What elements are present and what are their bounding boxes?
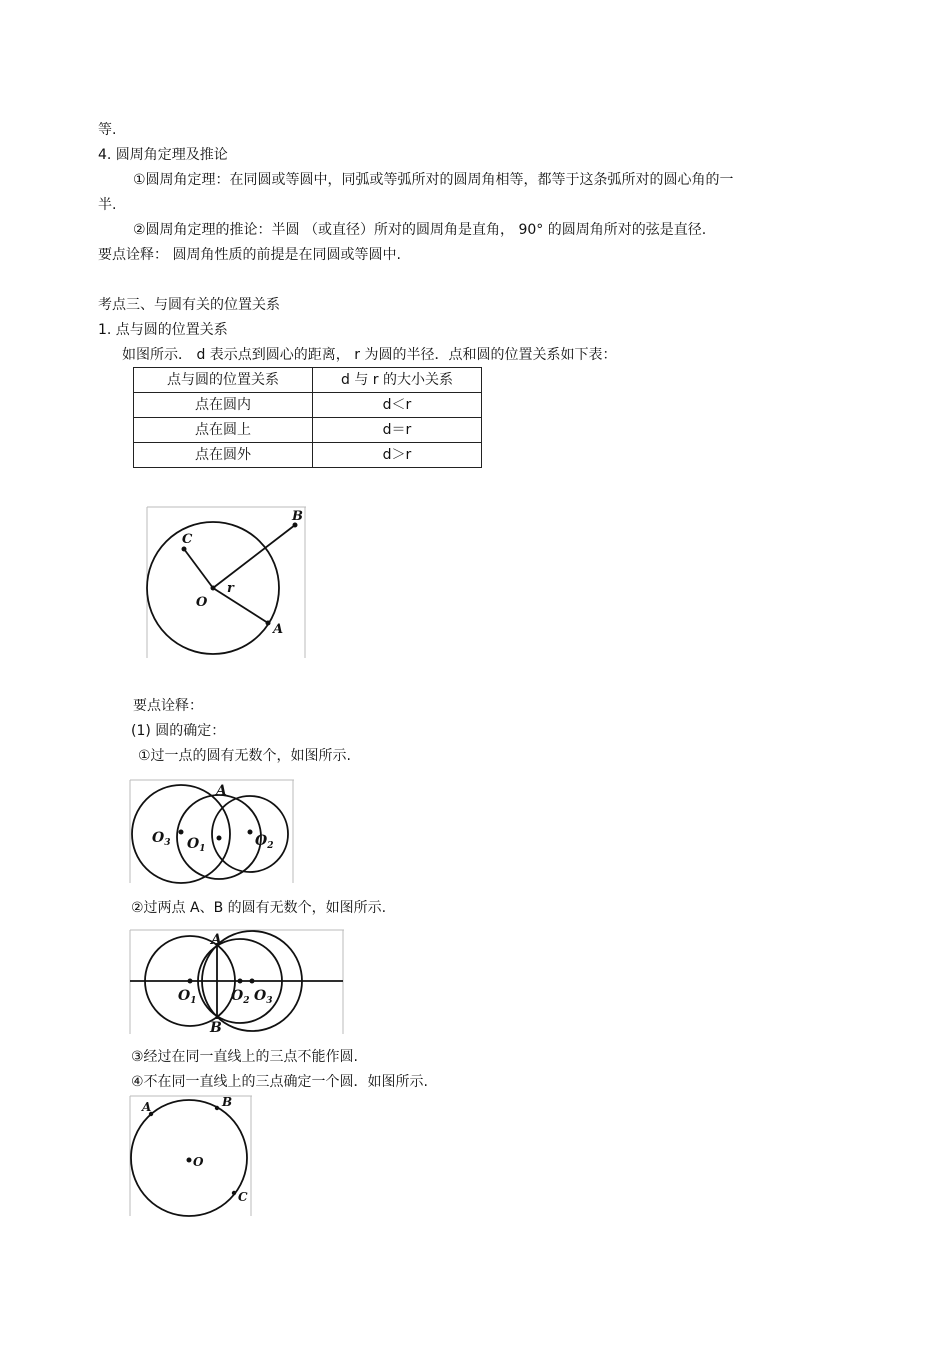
position-relation-table [133,367,482,468]
label-A: A [142,1100,152,1114]
table-row [134,418,482,443]
text-line: ④不在同一直线上的三点确定一个圆．如图所示. [131,1074,428,1090]
table-header-row [134,368,482,393]
text-line: ②过两点 A、B 的圆有无数个，如图所示. [131,900,387,916]
label-O2: $O_2$ [231,988,250,1006]
label-B: B [292,509,303,524]
table-cell: d＜r [313,393,482,418]
notes-heading: 要点诠释： [133,698,203,714]
label-C: C [182,532,193,547]
table-header: 点与圆的位置关系 [134,368,313,393]
label-O: O [196,595,208,610]
figure-circles-one-point [128,778,296,885]
text-line: ③经过在同一直线上的三点不能作圆. [131,1049,359,1065]
text-line: 等. [98,122,117,138]
text-line: ①过一点的圆有无数个，如图所示. [138,748,352,764]
table-cell: 点在圆上 [134,418,313,443]
text-line: 要点诠释： 圆周角性质的前提是在同圆或等圆中. [98,247,401,263]
table-cell: d＝r [313,418,482,443]
label-r: r [227,581,234,596]
figure-circles-two-points [128,928,346,1036]
text-line: ①圆周角定理：在同圆或等圆中，同弧或等弧所对的圆周角相等，都等于这条弧所对的圆心角的一 [133,172,734,188]
table-row [134,393,482,418]
label-O3: $O_3$ [152,830,171,848]
text-line: ②圆周角定理的推论：半圆 （或直径）所对的圆周角是直角， 90° 的圆周角所对的弦是直径. [133,222,707,238]
text-line: 如图所示． d 表示点到圆心的距离， r 为圆的半径．点和圆的位置关系如下表： [122,347,617,363]
label-O1: $O_1$ [178,988,197,1006]
label-O2: $O_2$ [255,833,274,851]
table-row [134,443,482,468]
label-A: A [211,932,222,948]
table-header: d 与 r 的大小关系 [313,368,482,393]
table-cell: 点在圆外 [134,443,313,468]
table-cell: d＞r [313,443,482,468]
text-line: (1) 圆的确定： [131,723,226,739]
section-heading: 考点三、与圆有关的位置关系 [98,297,280,313]
label-C: C [238,1190,248,1204]
figure-circle-three-points [128,1094,254,1218]
label-O: O [193,1155,204,1169]
figure-point-circle [146,505,308,660]
label-A: A [273,622,284,637]
table-cell: 点在圆内 [134,393,313,418]
label-O1: $O_1$ [187,836,206,854]
section-heading: 4. 圆周角定理及推论 [98,147,228,163]
label-B: B [210,1020,222,1036]
label-A: A [216,783,227,799]
text-line: 半. [98,197,117,213]
subsection-heading: 1. 点与圆的位置关系 [98,322,228,338]
label-B: B [222,1095,233,1109]
label-O3: $O_3$ [254,988,273,1006]
